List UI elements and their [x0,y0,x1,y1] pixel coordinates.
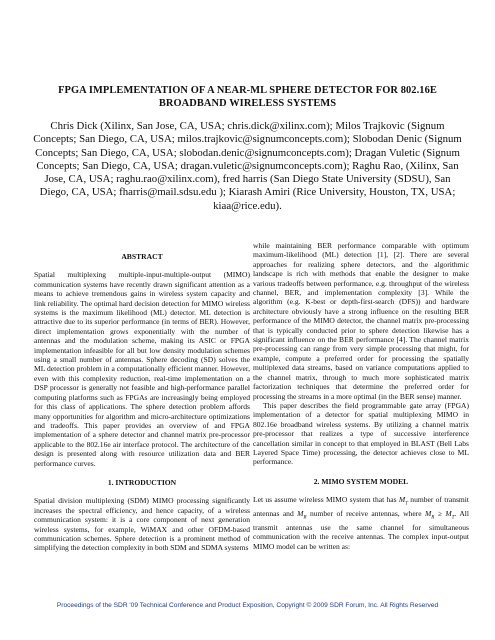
section-2-text: Let us assume wireless MIMO system that has $M_T$ number of transmit antennas and $M_R$ number of receive antennas, where $M_R \ge M_T$. All transmit antennas use the same channel for simultaneous communication with the receive antennas. The complex input-output MIMO model can be written as: [253,495,469,551]
author-list: Chris Dick (Xilinx, San Jose, CA, USA; chris.dick@xilinx.com); Milos Trajkovic (Signum Concepts; San Diego, CA, USA; milos.trajkovic@signumconcepts.com); Slobodan Denic (Signum Concepts; San Diego, CA, USA; slobodan.denic@signumconcepts.com); Dragan Vuletic (Signum Concepts; San Diego, CA, USA; dragan.vuletic@signumconcepts.com); Raghu Rao, (Xilinx, San Jose, CA, USA; raghu.rao@xilinx.com), fred harris (San Diego State University (SDSU), San Diego, CA, USA; fharris@mail.sdsu.edu ); Kiarash Amiri (Rice University, Houston, TX, USA; kiaa@rice.edu). [33,120,462,212]
paper-title: FPGA IMPLEMENTATION OF A NEAR-ML SPHERE DETECTOR FOR 802.16E BROADBAND WIRELESS SYSTEMS [58,85,437,109]
abstract-heading: ABSTRACT [121,252,163,261]
abstract-text: Spatial multiplexing multiple-input-multiple-output (MIMO) communication systems have recently drawn significant attention as a means to achieve tremendous gains in wireless system capacity and link reliability. The optimal hard decision detection for MIMO wireless systems is the maximum likelihood (ML) detector. ML detection is attractive due to its superior performance (in terms of BER). However, direct implementation grows exponentially with the number of antennas and the modulation scheme, making its ASIC or FPGA implementation infeasible for all but low density modulation schemes using a small number of antennas. Sphere decoding (SD) solves the ML detection problem in a computationally efficient manner. However, even with this complexity reduction, real-time implementation on a DSP processor is generally not feasible and high-performance parallel computing platforms such as FPGAs are increasingly being employed for this class of applications. The sphere detection problem affords many opportunities for algorithm and micro-architecture optimizations and tradeoffs. This paper provides an overview of and FPGA implementation of a sphere detector and channel matrix pre-processor applicable to the 802.16e air interface protocol. The architecture of the design is presented along with resource utilization data and BER performance curves. [34,270,250,468]
left-column [34,252,250,553]
introduction-text: Spatial division multiplexing (SDM) MIMO processing significantly increases the spectral efficiency, and hence capacity, of a wireless communication system: it is a core component of next generation wireless systems, for example, WiMAX and other OFDM-based communication schemes. Sphere detection is a prominent method of simplifying the detection complexity in both SDM and SDMA systems [34,496,250,553]
section-2-heading: 2. MIMO SYSTEM MODEL [313,476,409,486]
right-paragraph-2: This paper describes the field programmable gate array (FPGA) implementation of a detector for spatial multiplexing MIMO in 802.16e broadband wireless systems. By utilizing a channel matrix pre-processor that realizes a type of successive interference cancellation similar in concept to that employed in BLAST (Bell Labs Layered Space Time) processing, the detector achieves close to ML performance. [253,400,469,467]
introduction-heading: 1. INTRODUCTION [107,477,177,487]
right-column [253,241,469,551]
proceedings-footer: Proceedings of the SDR '09 Technical Conference and Product Exposition, Copyright © 2009 SDR Forum, Inc. All Rights Reserved [56,602,439,609]
right-paragraph-1: while maintaining BER performance comparable with optimum maximum-likelihood (ML) detection [1], [2]. There are several approaches for realizing sphere detectors, and the algorithmic landscape is rich with methods that enable the designer to make various tradeoffs between performance, e.g. throughput of the wireless channel, BER, and implementation complexity [3]. While the algorithm (e.g. K-best or depth-first-search (DFS)) and hardware architecture obviously have a strong influence on the resulting BER performance of the MIMO detector, the channel matrix pre-processing that is typically conducted prior to sphere detection likewise has a significant influence on the BER performance [4]. The channel matrix pre-processing can range from very simple processing that might, for example, compute a preferred order for processing the spatially multiplexed data streams, based on variance computations applied to the channel matrix, through to much more sophisticated matrix factorization techniques that determine the preferred order for processing the streams in a more optimal (in the BER sense) manner. [253,241,469,401]
